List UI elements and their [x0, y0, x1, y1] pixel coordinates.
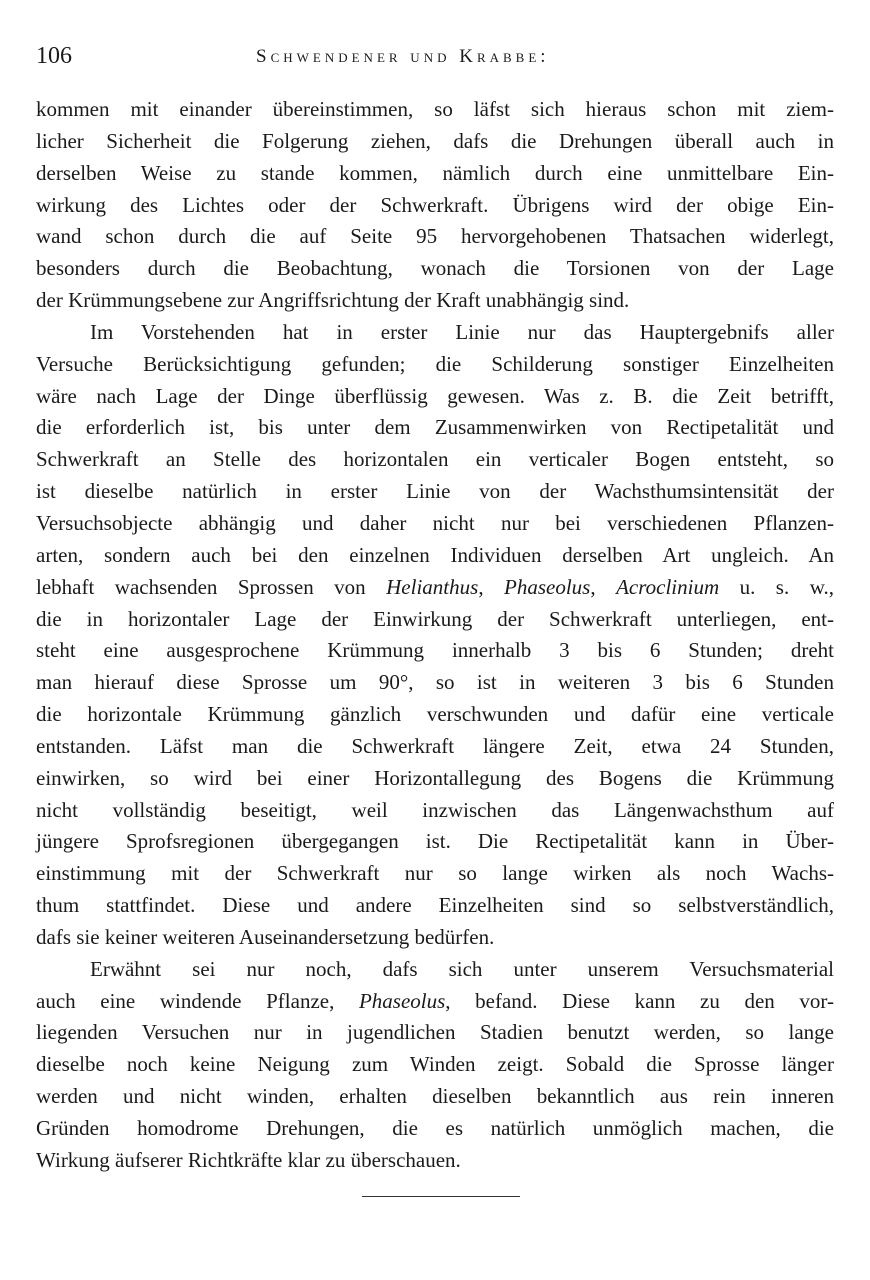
- page-number: 106: [36, 43, 72, 69]
- text-line: nicht vollständig beseitigt, weil inzwischen das Längenwachsthum auf: [36, 797, 834, 822]
- text-line: die horizontale Krümmung gänzlich verschwunden und dafür eine verticale: [36, 702, 834, 727]
- text-line: Schwerkraft an Stelle des horizontalen ein verticaler Bogen entsteht, so: [36, 447, 834, 472]
- text-line: einwirken, so wird bei einer Horizontallegung des Bogens die Krümmung: [36, 765, 834, 790]
- text-line-with-italics: [36, 572, 834, 604]
- text-run: auch eine windende Pflanze,: [36, 988, 359, 1013]
- taxon-name: Helianthus: [386, 574, 479, 599]
- text-line: steht eine ausgesprochene Krümmung innerhalb 3 bis 6 Stunden; dreht: [36, 638, 834, 663]
- text-line: einstimmung mit der Schwerkraft nur so lange wirken als noch Wachs-: [36, 861, 834, 886]
- text-line: werden und nicht winden, erhalten dieselben bekanntlich aus rein inneren: [36, 1084, 834, 1109]
- text-line: Erwähnt sei nur noch, dafs sich unter unserem Versuchsmaterial: [90, 956, 834, 981]
- paragraph-3: [36, 954, 834, 1177]
- taxon-name: Phaseolus: [504, 574, 591, 599]
- text-line: die erforderlich ist, bis unter dem Zusammenwirken von Rectipetalität und: [36, 415, 834, 440]
- text-run: u. s. w.,: [719, 574, 834, 599]
- text-line: arten, sondern auch bei den einzelnen Individuen derselben Art ungleich. An: [36, 542, 834, 567]
- paragraph-1: [36, 94, 834, 317]
- text-line: licher Sicherheit die Folgerung ziehen, dafs die Drehungen überall auch in: [36, 128, 834, 153]
- taxon-name: Phaseolus: [358, 988, 446, 1013]
- text-line: dafs sie keiner weiteren Auseinandersetzung bedürfen.: [36, 924, 495, 949]
- text-line: Gründen homodrome Drehungen, die es natürlich unmöglich machen, die: [36, 1116, 834, 1140]
- section-end-rule: [362, 1196, 520, 1197]
- body-text: [36, 94, 834, 1177]
- text-run: lebhaft wachsenden Sprossen von: [36, 574, 387, 599]
- text-line: wand schon durch die auf Seite 95 hervorgehobenen Thatsachen widerlegt,: [36, 224, 834, 249]
- text-line: der Krümmungsebene zur Angriffsrichtung der Kraft unabhängig sind.: [36, 288, 630, 313]
- text-line-with-italics: [36, 986, 834, 1018]
- text-run: ,: [478, 574, 505, 599]
- text-line: wäre nach Lage der Dinge überflüssig gewesen. Was z. B. die Zeit betrifft,: [36, 383, 834, 408]
- text-line: besonders durch die Beobachtung, wonach die Torsionen von der Lage: [36, 256, 834, 281]
- text-line: Im Vorstehenden hat in erster Linie nur das Hauptergebnifs aller: [90, 319, 834, 344]
- text-line: liegenden Versuchen nur in jugendlichen Stadien benutzt werden, so lange: [36, 1020, 834, 1045]
- text-line: Versuchsobjecte abhängig und daher nicht nur bei verschiedenen Pflanzen-: [36, 510, 834, 535]
- taxon-name: Acroclinium: [616, 574, 720, 599]
- text-line: kommen mit einander übereinstimmen, so läfst sich hieraus schon mit ziem-: [36, 97, 834, 121]
- text-line: thum stattfindet. Diese und andere Einzelheiten sind so selbstverständlich,: [36, 893, 834, 918]
- text-line: derselben Weise zu stande kommen, nämlich durch eine unmittelbare Ein-: [36, 160, 834, 185]
- text-line: man hierauf diese Sprosse um 90°, so ist in weiteren 3 bis 6 Stunden: [36, 670, 834, 695]
- text-line: Versuche Berücksichtigung gefunden; die Schilderung sonstiger Einzelheiten: [36, 351, 834, 376]
- running-head: Schwendener und Krabbe:: [256, 46, 550, 67]
- text-run: ,: [590, 574, 617, 599]
- paragraph-2: [36, 317, 834, 954]
- text-line: wirkung des Lichtes oder der Schwerkraft. Übrigens wird der obige Ein-: [36, 192, 834, 217]
- text-line: die in horizontaler Lage der Einwirkung der Schwerkraft unterliegen, ent-: [36, 606, 834, 631]
- text-run: , befand. Diese kann zu den vor-: [445, 988, 834, 1013]
- text-line: ist dieselbe natürlich in erster Linie von der Wachsthumsintensität der: [36, 479, 834, 504]
- text-line: jüngere Sprofsregionen übergegangen ist. Die Rectipetalität kann in Über-: [36, 829, 834, 854]
- text-line: Wirkung äufserer Richtkräfte klar zu überschauen.: [36, 1147, 461, 1172]
- text-line: dieselbe noch keine Neigung zum Winden zeigt. Sobald die Sprosse länger: [36, 1052, 834, 1077]
- text-line: entstanden. Läfst man die Schwerkraft längere Zeit, etwa 24 Stunden,: [36, 733, 834, 758]
